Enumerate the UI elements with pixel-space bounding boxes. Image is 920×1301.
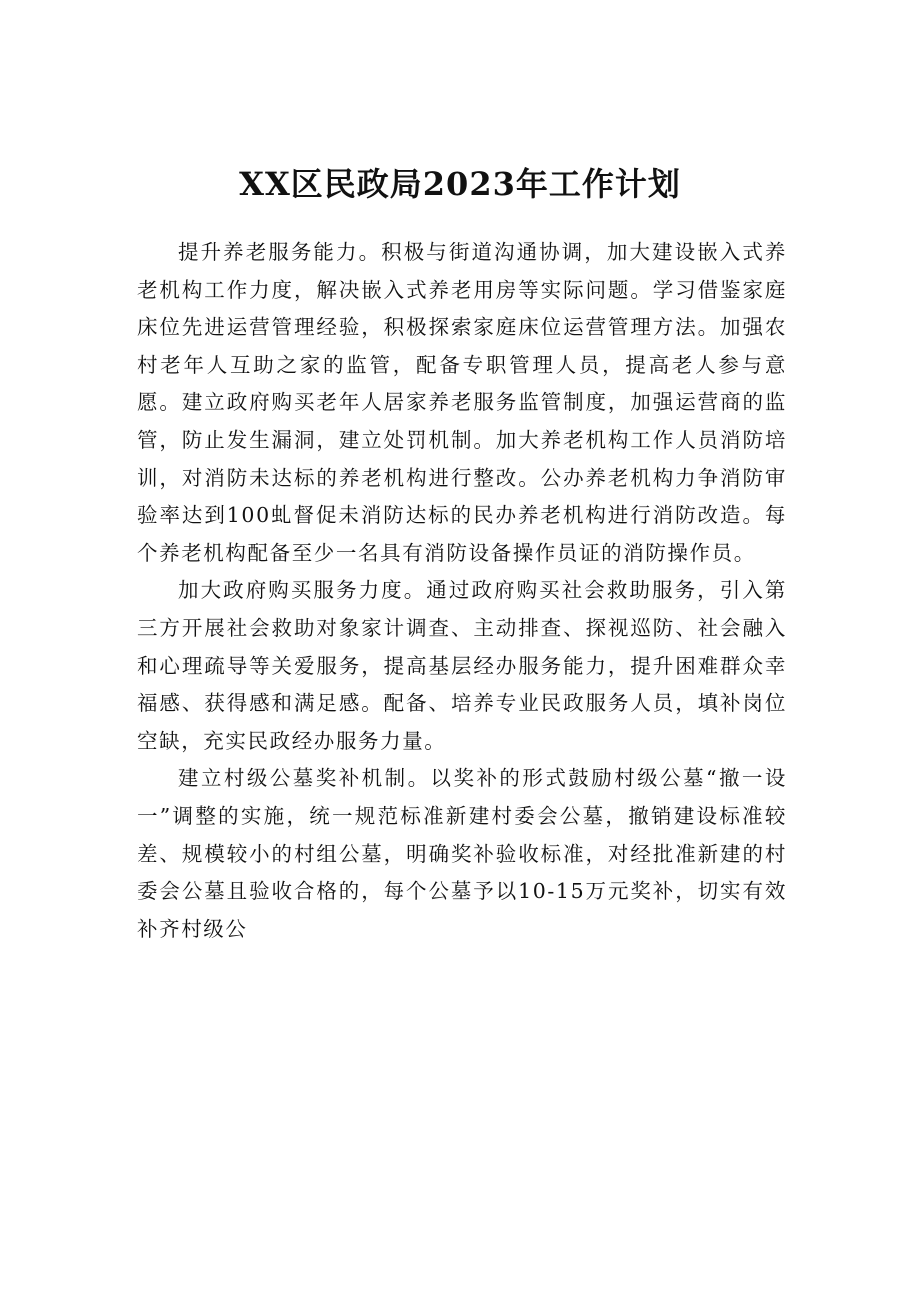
paragraph-cemetery-subsidy: 建立村级公墓奖补机制。以奖补的形式鼓励村级公墓“撤一设一”调整的实施，统一规范标准新建村委会公墓，撤销建设标准较差、规模较小的村组公墓，明确奖补验收标准，对经批准新建的村委会公墓且验收合格的，每个公墓予以10-15万元奖补，切实有效补齐村级公	[137, 766, 787, 941]
paragraph-government-services: 加大政府购买服务力度。通过政府购买社会救助服务，引入第三方开展社会救助对象家计调查、主动排查、探视巡防、社会融入和心理疏导等关爱服务，提高基层经办服务能力，提升困难群众幸福感、获得感和满足感。配备、培养专业民政服务人员，填补岗位空缺，充实民政经办服务力量。	[137, 578, 787, 753]
document-title: XX区民政局2023年工作计划	[239, 165, 681, 203]
paragraph-elderly-care: 提升养老服务能力。积极与街道沟通协调，加大建设嵌入式养老机构工作力度，解决嵌入式养老用房等实际问题。学习借鉴家庭床位先进运营管理经验，积极探索家庭床位运营管理方法。加强农村老年人互助之家的监管，配备专职管理人员，提高老人参与意愿。建立政府购买老年人居家养老服务监管制度，加强运营商的监管，防止发生漏洞，建立处罚机制。加大养老机构工作人员消防培训，对消防未达标的养老机构进行整改。公办养老机构力争消防审验率达到100虬督促未消防达标的民办养老机构进行消防改造。每个养老机构配备至少一名具有消防设备操作员证的消防操作员。	[137, 240, 787, 565]
document-body	[137, 234, 787, 948]
